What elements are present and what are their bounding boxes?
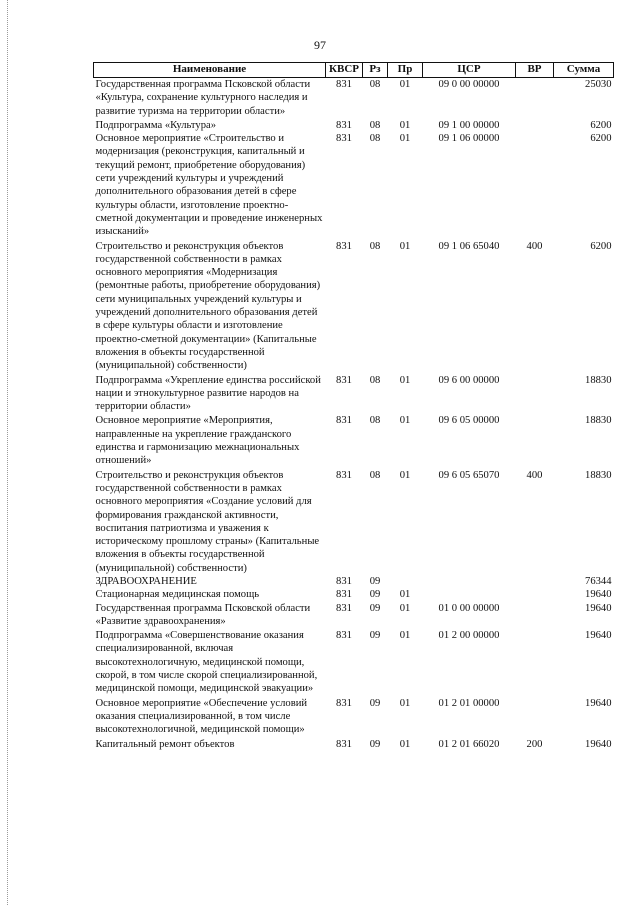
cell-rz: 09 — [369, 697, 381, 709]
col-header-sum: Сумма — [554, 63, 614, 78]
cell-rz: 09 — [369, 630, 381, 642]
cell-pr: 01 — [399, 374, 411, 386]
cell-vr: 400 — [526, 240, 543, 252]
cell-rz: 08 — [369, 133, 381, 145]
cell-csr: 09 1 00 00000 — [438, 119, 500, 131]
col-header-kvsr: КВСР — [326, 63, 363, 78]
table-body — [94, 78, 614, 751]
cell-rz: 08 — [369, 240, 381, 252]
cell-name: ЗДРАВООХРАНЕНИЕ — [95, 575, 197, 587]
cell-kvsr: 831 — [336, 630, 352, 642]
cell-rz: 09 — [369, 738, 381, 750]
cell-name: Государственная программа Псковской области «Культура, сохранение культурного наследия и развитие туризма на территории области» — [95, 79, 311, 117]
cell-vr — [516, 118, 554, 132]
cell-vr: 400 — [526, 469, 543, 481]
cell-pr: 01 — [399, 630, 411, 642]
cell-kvsr: 831 — [336, 575, 352, 587]
cell-rz: 08 — [369, 119, 381, 131]
cell-csr — [423, 575, 516, 588]
cell-vr — [516, 373, 554, 414]
table-row — [94, 696, 614, 737]
cell-name: Капитальный ремонт объектов — [95, 738, 235, 750]
cell-name: Подпрограмма «Укрепление единства российской нации и этнокультурное развитие народов на территории области» — [95, 374, 321, 413]
cell-csr: 09 0 00 00000 — [438, 79, 500, 90]
cell-sum: 6200 — [590, 133, 612, 145]
cell-vr — [516, 628, 554, 695]
cell-kvsr: 831 — [336, 589, 352, 601]
cell-pr: 01 — [399, 697, 411, 709]
table-row — [94, 628, 614, 695]
cell-rz: 08 — [369, 79, 381, 90]
cell-name: Строительство и реконструкция объектов государственной собственности в рамках основного мероприятия «Модернизация (ремонтные работы, приобретение оборудования) сети муниципальных учреждений культуры и учреждений дополнительного образования детей в сфере культуры области и изготовление проектно-сметной документации» (Капитальные вложения в объекты государственной (муниципальной) собственности) — [95, 240, 321, 372]
cell-kvsr: 831 — [336, 697, 352, 709]
table-row — [94, 737, 614, 751]
cell-csr: 01 2 01 00000 — [438, 697, 500, 709]
cell-kvsr: 831 — [336, 415, 352, 427]
cell-rz: 09 — [369, 602, 381, 614]
cell-rz: 09 — [369, 575, 381, 587]
cell-sum: 18830 — [585, 469, 612, 481]
col-header-name: Наименование — [94, 63, 326, 78]
cell-vr — [516, 575, 554, 588]
cell-sum: 19640 — [585, 602, 612, 614]
cell-vr — [516, 588, 554, 601]
budget-table — [93, 62, 614, 751]
cell-sum: 19640 — [585, 738, 612, 750]
cell-kvsr: 831 — [336, 240, 352, 252]
cell-vr — [516, 132, 554, 238]
table-row — [94, 575, 614, 588]
cell-pr: 01 — [399, 240, 411, 252]
cell-name: Основное мероприятие «Обеспечение условий оказания специализированной, в том числе высокотехнологичной, медицинской помощи» — [95, 697, 308, 736]
cell-name: Подпрограмма «Совершенствование оказания специализированной, включая высокотехнологичную, медицинской помощи, скорой, в том числе скорой специализированной, медицинской помощи, медицинской эвакуации» — [95, 630, 318, 695]
cell-rz: 09 — [369, 589, 381, 601]
cell-pr: 01 — [399, 469, 411, 481]
cell-csr: 09 6 00 00000 — [438, 374, 500, 386]
table-row — [94, 602, 614, 629]
cell-vr — [516, 696, 554, 737]
cell-name: Подпрограмма «Культура» — [95, 119, 217, 131]
table-row — [94, 132, 614, 238]
cell-csr: 09 6 05 65070 — [438, 469, 500, 481]
cell-rz: 08 — [369, 469, 381, 481]
cell-csr: 01 2 00 00000 — [438, 630, 500, 642]
cell-vr — [516, 602, 554, 629]
cell-rz: 08 — [369, 415, 381, 427]
cell-kvsr: 831 — [336, 738, 352, 750]
cell-csr: 09 1 06 00000 — [438, 133, 500, 145]
cell-kvsr: 831 — [336, 469, 352, 481]
cell-name: Основное мероприятие «Мероприятия, направленные на укрепление гражданского единства и гармонизацию межнациональных отношений» — [95, 415, 300, 467]
cell-sum: 25030 — [585, 79, 612, 90]
scan-edge-line — [7, 0, 8, 905]
cell-pr: 01 — [399, 738, 411, 750]
cell-csr: 09 6 05 00000 — [438, 415, 500, 427]
cell-csr — [423, 588, 516, 601]
table-row — [94, 373, 614, 414]
cell-sum: 19640 — [585, 630, 612, 642]
cell-sum: 18830 — [585, 374, 612, 386]
col-header-rz: Рз — [363, 63, 388, 78]
table-row — [94, 118, 614, 132]
cell-kvsr: 831 — [336, 79, 352, 90]
table-row — [94, 468, 614, 575]
cell-csr: 09 1 06 65040 — [438, 240, 500, 252]
cell-sum: 6200 — [590, 240, 612, 252]
cell-name: Основное мероприятие «Строительство и модернизация (реконструкция, капитальный и текущий ремонт, приобретение оборудования) сети учреждений культуры и учреждений дополнительного образования детей в сфере культуры области, изготовление проектно-сметной документации и проведение инженерных изысканий» — [95, 133, 323, 238]
cell-pr — [388, 575, 423, 588]
page-number: 97 — [314, 38, 326, 52]
cell-sum: 76344 — [585, 575, 612, 587]
cell-sum: 19640 — [585, 697, 612, 709]
col-header-vr: ВР — [516, 63, 554, 78]
cell-pr: 01 — [399, 415, 411, 427]
cell-pr: 01 — [399, 602, 411, 614]
cell-vr — [516, 413, 554, 467]
table-header — [94, 63, 614, 78]
cell-pr: 01 — [399, 589, 411, 601]
col-header-pr: Пр — [388, 63, 423, 78]
col-header-csr: ЦСР — [423, 63, 516, 78]
cell-kvsr: 831 — [336, 133, 352, 145]
table-row — [94, 239, 614, 373]
cell-sum: 18830 — [585, 415, 612, 427]
cell-kvsr: 831 — [336, 602, 352, 614]
cell-name: Стационарная медицинская помощь — [95, 589, 260, 601]
cell-pr: 01 — [399, 79, 411, 90]
cell-pr: 01 — [399, 119, 411, 131]
table-row — [94, 588, 614, 601]
cell-vr — [516, 78, 554, 118]
cell-vr: 200 — [526, 738, 543, 750]
cell-rz: 08 — [369, 374, 381, 386]
cell-sum: 19640 — [585, 589, 612, 601]
cell-kvsr: 831 — [336, 119, 352, 131]
cell-name: Строительство и реконструкция объектов государственной собственности в рамках основного мероприятия «Создание условий для формирования гражданской активности, воспитания патриотизма и уважения к историческому прошлому страны» (Капитальные вложения в объекты государственной (муниципальной) собственности) — [95, 469, 320, 574]
cell-pr: 01 — [399, 133, 411, 145]
cell-name: Государственная программа Псковской области «Развитие здравоохранения» — [95, 602, 311, 627]
cell-csr: 01 0 00 00000 — [438, 602, 500, 614]
cell-sum: 6200 — [590, 119, 612, 131]
cell-csr: 01 2 01 66020 — [438, 738, 500, 750]
cell-kvsr: 831 — [336, 374, 352, 386]
table-row — [94, 413, 614, 467]
table-row — [94, 78, 614, 118]
